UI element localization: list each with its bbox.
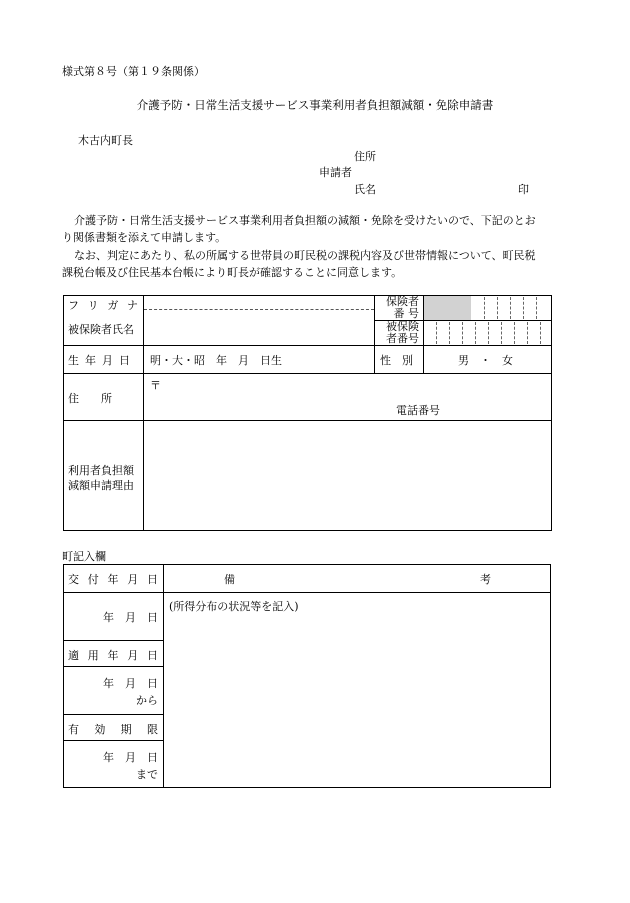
- applicant-name-label: 氏名: [354, 183, 376, 196]
- sex-label: 性 別: [380, 354, 413, 367]
- furigana-label: フ リ ガ ナ: [68, 299, 138, 312]
- income-note: (所得分布の状況等を記入): [169, 600, 299, 613]
- insurer-code-shaded-cell: [424, 296, 471, 320]
- valid-period-label: 有 効 期 限: [68, 723, 158, 736]
- valid-ymd: 年 月 日: [103, 751, 158, 764]
- postal-mark: 〒: [150, 379, 161, 392]
- phone-label: 電話番号: [396, 404, 440, 417]
- sex-value: 男 ・ 女: [458, 354, 513, 367]
- birthdate-value: 明・大・昭 年 月 日生: [150, 354, 282, 367]
- body-para1-line2: り関係書類を添えて申請します。: [62, 231, 227, 244]
- body-para2-line2: 課税台帳及び住民基本台帳により町長が確認することに同意します。: [62, 266, 403, 279]
- applicant-label: 申請者: [319, 166, 352, 179]
- until-label: まで: [136, 768, 158, 781]
- remarks-label-left: 備: [224, 573, 235, 586]
- body-para1-line1: 介護予防・日常生活支援サービス事業利用者負担額の減額・免除を受けたいので、下記のとお: [74, 214, 536, 227]
- applicant-address-label: 住所: [354, 150, 376, 163]
- town-section-heading: 町記入欄: [62, 550, 106, 563]
- form-title: 介護予防・日常生活支援サービス事業利用者負担額減額・免除申請書: [136, 98, 494, 112]
- address-label: 住 所: [68, 392, 112, 405]
- insured-name-label: 被保険者氏名: [68, 323, 134, 336]
- apply-ymd: 年 月 日: [103, 677, 158, 690]
- from-label: から: [136, 694, 158, 707]
- remarks-label-right: 考: [480, 573, 491, 586]
- insurer-number-label: 保険者 番 号: [386, 295, 419, 320]
- body-para2-line1: なお、判定にあたり、私の所属する世帯員の町民税の課税内容及び世帯情報について、町民税: [74, 249, 536, 262]
- seal-mark: 印: [518, 183, 529, 196]
- reduction-reason-label: 利用者負担額 減額申請理由: [68, 464, 134, 492]
- issue-ymd: 年 月 日: [103, 611, 158, 624]
- issue-date-label: 交 付 年 月 日: [68, 573, 158, 586]
- recipient: 木古内町長: [78, 134, 133, 147]
- apply-date-label: 適 用 年 月 日: [68, 649, 158, 662]
- birthdate-label: 生年月日: [68, 354, 136, 367]
- insured-number-label: 被保険 者番号: [386, 320, 419, 345]
- form-number: 様式第８号（第１９条関係）: [62, 65, 205, 78]
